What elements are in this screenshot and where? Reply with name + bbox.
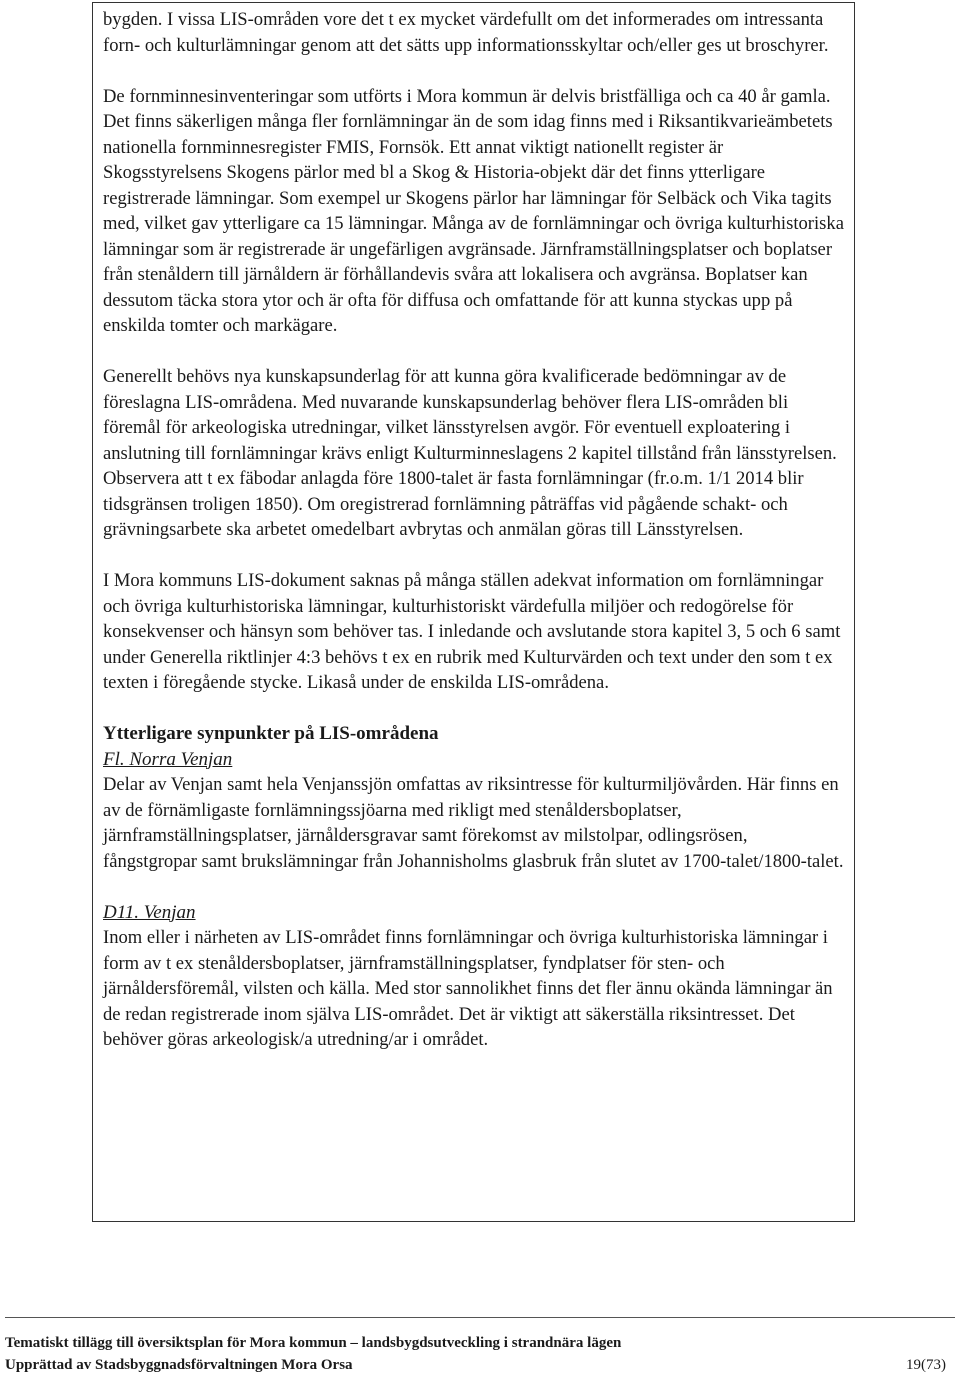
paragraph-inventories: De fornminnesinventeringar som utförts i Mora kommun är delvis bristfälliga och ca 40 år gamla. Det finns säkerligen många fler fornlämningar än de som idag finns med i Riksantikvarieämbetets nationella fornminnesregister FMIS, Fornsök. Ett annat viktigt nationellt register är Skogsstyrelsens Skogens pärlor med bl a Skog & Historia-objekt där det finns ytterligare registrerade lämningar. Som exempel ur Skogens pärlor har lämningar för Selbäck och Vika tagits med, vilket gav ytterligare ca 15 lämningar. Många av de fornlämningar och övriga kulturhistoriska lämningar som är registrerade är ungefärligen avgränsade. Järnframställningsplatser och boplatser från stenåldern till järnåldern är förhållandevis svåra att lokalisera och avgränsa. Boplatser kan dessutom täcka stora ytor och är ofta för diffusa och omfattande för att kunna styckas upp på enskilda tomter och markägare. [103, 85, 844, 336]
section-item-venjan [103, 900, 844, 1053]
footer-title: Tematiskt tillägg till översiktsplan för Mora kommun – landsbygdsutveckling i strandnära lägen [5, 1335, 622, 1351]
item-title: Fl. Norra Venjan [103, 748, 233, 770]
content-box [92, 2, 855, 1222]
item-text: Inom eller i närheten av LIS-området finns fornlämningar och övriga kulturhistoriska lämningar i form av t ex stenåldersboplatser, järnframställningsplatser, fyndplatser för sten- och järnåldersföremål, vilsten och källa. Med stor sannolikhet finns det fler ännu okända lämningar än de redan registrerade inom själva LIS-området. Det är viktigt att säkerställa riksintresset. Det behöver göras arkeologisk/a utredning/ar i området. [103, 927, 833, 1050]
section-item-norra-venjan [103, 747, 844, 875]
footer-organization: Upprättad av Stadsbyggnadsförvaltningen Mora Orsa [5, 1357, 353, 1373]
paragraph-intro: bygden. I vissa LIS-områden vore det t ex mycket värdefullt om det informerades om intressanta forn- och kulturlämningar genom att det sätts upp informationsskyltar och/eller ges ut broschyrer. [103, 9, 829, 56]
section-heading: Ytterligare synpunkter på LIS-områdena [103, 723, 439, 744]
paragraph-knowledge: Generellt behövs nya kunskapsunderlag för att kunna göra kvalificerade bedömningar av de föreslagna LIS-områdena. Med nuvarande kunskapsunderlag behöver flera LIS-områden bli föremål för arkeologiska utredningar, vilket länsstyrelsen avgör. För eventuell exploatering i anslutning till fornlämningar krävs enligt Kulturminneslagens 2 kapitel tillstånd från länsstyrelsen. Observera att t ex fäbodar anlagda före 1800-talet är fasta fornlämningar (fr.o.m. 1/1 2014 blir tidsgränsen troligen 1850). Om oregistrerad fornlämning påträffas vid pågående schakt- och grävningsarbete ska arbetet omedelbart avbrytas och anmälan göras till Länsstyrelsen. [103, 366, 837, 540]
footer-divider [5, 1317, 955, 1318]
paragraph-lis-document: I Mora kommuns LIS-dokument saknas på många ställen adekvat information om fornlämningar och övriga kulturhistoriska lämningar, kulturhistoriskt värdefulla miljöer och redogörelse för konsekvenser och hänsyn som behöver tas. I inledande och avslutande stora kapitel 3, 5 och 6 samt under Generella riktlinjer 4:3 behövs t ex en rubrik med Kulturvärden och text under den som t ex texten i föregående stycke. Likaså under de enskilda LIS-områdena. [103, 570, 841, 693]
page-number: 19(73) [906, 1357, 946, 1373]
item-title: D11. Venjan [103, 901, 196, 923]
item-text: Delar av Venjan samt hela Venjanssjön omfattas av riksintresse för kulturmiljövården. Här finns en av de förnämligaste fornlämningssjöarna med rikligt med stenåldersboplatser, järnframställningsplatser, järnåldersgravar samt förekomst av milstolpar, odlingsrösen, fångstgropar samt brukslämningar från Johannisholms glasbruk från slutet av 1700-talet/1800-talet. [103, 774, 844, 872]
